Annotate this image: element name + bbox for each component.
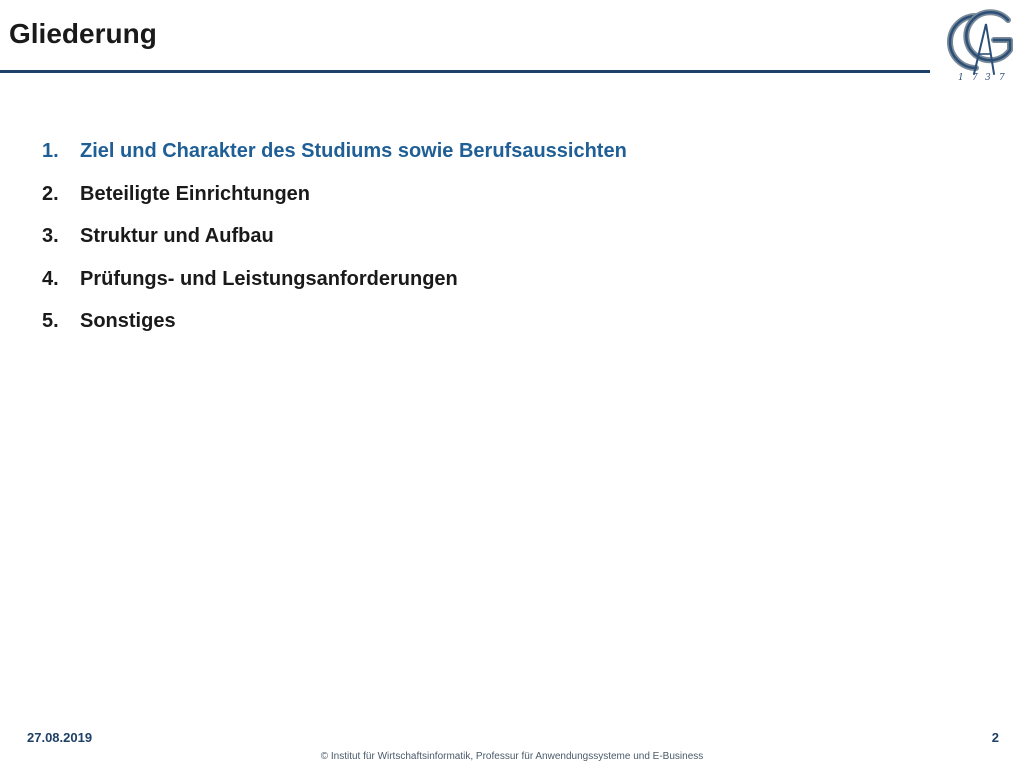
university-logo-icon	[932, 2, 1020, 84]
page-number: 2	[991, 730, 999, 745]
outline-item-label: Beteiligte Einrichtungen	[80, 182, 311, 205]
outline-item-label: Ziel und Charakter des Studiums sowie Berufsaussichten	[80, 140, 627, 162]
outline-item-label: Sonstiges	[80, 310, 176, 332]
outline-item-number: 1.	[42, 140, 59, 162]
outline-list	[42, 140, 627, 353]
outline-item-number: 4.	[42, 267, 59, 290]
outline-item	[42, 310, 627, 353]
outline-item	[42, 183, 627, 226]
title-divider	[0, 70, 930, 73]
logo-year-digit: 1	[958, 73, 964, 83]
university-logo	[932, 2, 1020, 84]
outline-item-label: Struktur und Aufbau	[80, 225, 274, 247]
outline-item	[42, 140, 627, 183]
footer-date: 27.08.2019	[27, 730, 93, 745]
logo-year-digit: 7	[999, 73, 1005, 83]
outline-item-number: 5.	[42, 310, 59, 332]
outline-item-number: 3.	[42, 225, 59, 247]
footer-copyright: © Institut für Wirtschaftsinformatik, Professur für Anwendungssysteme und E-Business	[320, 751, 704, 762]
outline-item	[42, 225, 627, 268]
outline-item-number: 2.	[42, 182, 59, 205]
logo-year-digit: 7	[972, 73, 978, 83]
slide-title: Gliederung	[9, 18, 157, 49]
outline-item	[42, 268, 627, 311]
logo-year-digit: 3	[985, 73, 991, 83]
outline-item-label: Prüfungs- und Leistungsanforderungen	[80, 267, 458, 290]
